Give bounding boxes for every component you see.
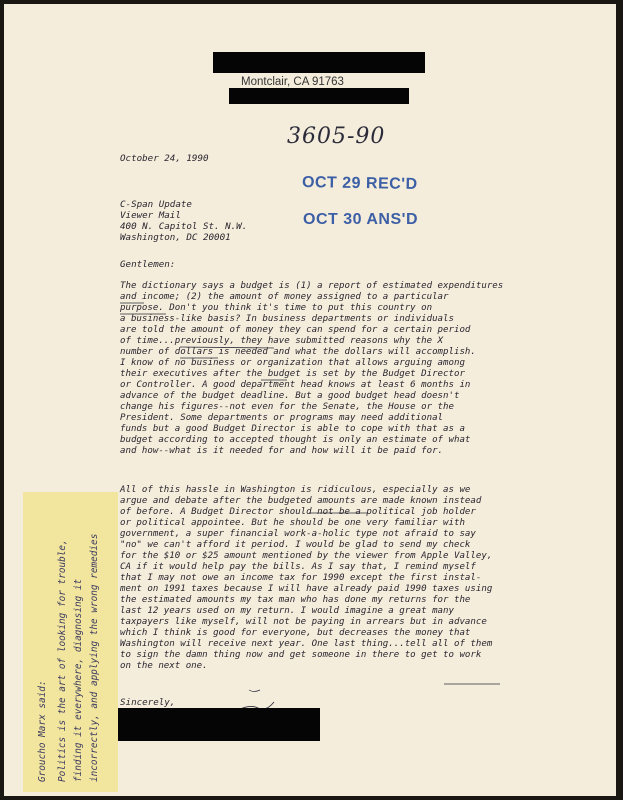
paragraph-1-line: or Controller. A good department head knows at least 6 months in: [120, 380, 471, 390]
paragraph-2-line: of before. A Budget Director should not be a political job holder: [120, 507, 476, 517]
letterhead-address: Montclair, CA 91763: [241, 76, 344, 88]
paragraph-1-line: of time...previously, they have submitted reasons why the X: [120, 336, 444, 346]
redaction-signature: [118, 708, 320, 741]
paragraph-2-line: for the $10 or $25 amount mentioned by the viewer from Apple Valley,: [120, 551, 493, 561]
sticky-note-line: finding it everywhere, diagnosing it: [73, 578, 84, 782]
paragraph-1-line: change his figures--not even for the Senate, the House or the: [120, 402, 454, 412]
paragraph-2-line: that I may not owe an income tax for 1990 except the first instal-: [120, 573, 482, 583]
paragraph-1-line: I know of no business or organization that allows arguing among: [120, 358, 465, 368]
paragraph-1-line: purpose. Don't you think it's time to put this country on: [120, 303, 433, 313]
recipient-line-3: 400 N. Capitol St. N.W.: [120, 221, 248, 232]
paragraph-1-line: their executives after the budget is set by the Budget Director: [120, 369, 465, 379]
paragraph-1-line: number of dollars is needed and what the dollars will accomplish.: [120, 347, 476, 357]
paragraph-2-line: argue and debate after the budgeted amounts are made known instead: [120, 496, 482, 506]
paragraph-2-line: last 12 years used on my return. I would imagine a great many: [120, 606, 454, 616]
received-stamp: OCT 29 REC'D: [301, 173, 418, 194]
sticky-note-line: incorrectly, and applying the wrong remedies: [89, 533, 100, 782]
paragraph-2-line: the estimated amounts my tax man who has done my returns for the: [120, 595, 471, 605]
recipient-line-2: Viewer Mail: [120, 210, 181, 221]
paragraph-2-line: to sign the damn thing now and get someone in there to get to work: [120, 650, 482, 660]
letter-page: [4, 4, 616, 796]
handwritten-file-number: 3605-90: [287, 124, 386, 149]
paragraph-2-line: Washington will receive next year. One last thing...tell all of them: [120, 639, 493, 649]
paragraph-1-line: President. Some departments or programs may need additional: [120, 413, 444, 423]
paragraph-2-line: or political appointee. But he should be one very familiar with: [120, 518, 465, 528]
sticky-note: [23, 492, 118, 792]
paragraph-1-line: a business-like basis? In business departments or individuals: [120, 314, 454, 324]
paragraph-2-line: All of this hassle in Washington is ridiculous, especially as we: [120, 485, 471, 495]
paragraph-1-line: budget according to accepted thought is only an estimate of what: [120, 435, 471, 445]
paragraph-1-line: and income; (2) the amount of money assigned to a particular: [120, 292, 449, 302]
paragraph-2-line: "no" we can't afford it period. I would be glad to send my check: [120, 540, 471, 550]
letter-date: October 24, 1990: [120, 153, 209, 164]
sticky-note-line: Groucho Marx said:: [37, 680, 48, 782]
paragraph-2-line: taxpayers like myself, will not be paying in arrears but in advance: [120, 617, 487, 627]
recipient-line-4: Washington, DC 20001: [120, 232, 231, 243]
paragraph-2-line: on the next one.: [120, 661, 208, 671]
paragraph-1-line: funds but a good Budget Director is able to cope with that as a: [120, 424, 465, 434]
paragraph-1-line: The dictionary says a budget is (1) a report of estimated expenditures: [120, 281, 504, 291]
paragraph-2-line: CA if it would help pay the bills. As I say that, I remind myself: [120, 562, 476, 572]
sticky-note-line: Politics is the art of looking for trouble,: [57, 539, 68, 782]
paragraph-1-line: are told the amount of money they can spend for a certain period: [120, 325, 471, 335]
sticky-note-text: [23, 492, 118, 792]
paragraph-1-line: and how--what is it needed for and how will it be paid for.: [120, 446, 444, 456]
answered-stamp: OCT 30 ANS'D: [303, 211, 419, 228]
recipient-line-1: C-Span Update: [120, 199, 192, 210]
paragraph-2-line: ment on 1991 taxes because I will have already paid 1990 taxes using: [120, 584, 493, 594]
paragraph-2-line: government, a super financial work-a-holic type not afraid to say: [120, 529, 476, 539]
paragraph-2-line: which I think is good for everyone, but decreases the money that: [120, 628, 471, 638]
salutation: Gentlemen:: [120, 259, 176, 270]
closing: Sincerely,: [120, 697, 176, 708]
paragraph-1-line: advance of the budget deadline. But a good budget head doesn't: [120, 391, 460, 401]
